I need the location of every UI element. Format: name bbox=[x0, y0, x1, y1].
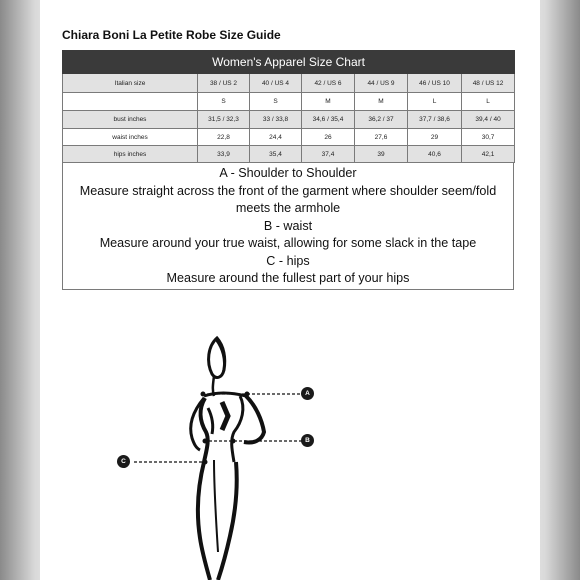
table-cell: 30,7 bbox=[462, 129, 515, 146]
table-cell: 33,9 bbox=[198, 146, 250, 163]
row-label: bust inches bbox=[63, 111, 198, 129]
column-header: Italian size bbox=[63, 74, 198, 93]
table-cell: 42,1 bbox=[462, 146, 515, 163]
letter-size-cell: L bbox=[408, 93, 462, 111]
shoulder-heading: A - Shoulder to Shoulder bbox=[219, 166, 357, 180]
table-row bbox=[63, 74, 515, 93]
letter-size-cell: S bbox=[198, 93, 250, 111]
size-chart-table bbox=[62, 50, 515, 163]
table-row bbox=[63, 146, 515, 163]
table-cell: 31,5 / 32,3 bbox=[198, 111, 250, 129]
hips-guide-point bbox=[203, 460, 208, 465]
waist-heading: B - waist bbox=[263, 218, 313, 233]
hips-text: Measure around the fullest part of your hips bbox=[166, 271, 410, 285]
marker-c: C bbox=[117, 455, 130, 468]
figure-skirt-left bbox=[198, 462, 210, 580]
table-cell: 29 bbox=[408, 129, 462, 146]
waist-text: Measure around your true waist, allowing for some slack in the tape bbox=[99, 236, 477, 250]
row-label: waist inches bbox=[63, 129, 198, 146]
column-header: 48 / US 12 bbox=[462, 74, 515, 93]
column-header: 38 / US 2 bbox=[198, 74, 250, 93]
letter-size-cell: M bbox=[355, 93, 408, 111]
figure-bodice-mark bbox=[222, 402, 228, 430]
marker-b: B bbox=[301, 434, 314, 447]
table-cell: 34,6 / 35,4 bbox=[302, 111, 355, 129]
figure-right-arm bbox=[244, 396, 264, 443]
fashion-figure-illustration bbox=[0, 290, 580, 580]
table-cell: 22,8 bbox=[198, 129, 250, 146]
letter-size-cell: M bbox=[302, 93, 355, 111]
measurement-instructions bbox=[62, 162, 514, 290]
shoulder-guide-point bbox=[245, 392, 250, 397]
table-row bbox=[63, 129, 515, 146]
waist-guide-point bbox=[231, 439, 236, 444]
table-cell: 33 / 33,8 bbox=[250, 111, 302, 129]
table-cell: 24,4 bbox=[250, 129, 302, 146]
table-cell bbox=[63, 93, 198, 111]
table-cell: 37,4 bbox=[302, 146, 355, 163]
marker-a: A bbox=[301, 387, 314, 400]
table-row bbox=[63, 111, 515, 129]
figure-torso-right bbox=[232, 396, 243, 462]
column-header: 40 / US 4 bbox=[250, 74, 302, 93]
table-row bbox=[63, 93, 515, 111]
shoulder-text: Measure straight across the front of the garment where shoulder seem/fold meets the armhole bbox=[79, 183, 497, 215]
column-header: 42 / US 6 bbox=[302, 74, 355, 93]
table-cell: 37,7 / 38,6 bbox=[408, 111, 462, 129]
shoulder-guide-point bbox=[201, 392, 206, 397]
table-cell: 35,4 bbox=[250, 146, 302, 163]
column-header: 46 / US 10 bbox=[408, 74, 462, 93]
figure-skirt-inner bbox=[214, 460, 218, 552]
table-cell: 26 bbox=[302, 129, 355, 146]
table-cell: 39,4 / 40 bbox=[462, 111, 515, 129]
table-cell: 36,2 / 37 bbox=[355, 111, 408, 129]
table-cell: 40,6 bbox=[408, 146, 462, 163]
hips-heading: C - hips bbox=[266, 253, 310, 268]
row-label: hips inches bbox=[63, 146, 198, 163]
letter-size-cell: S bbox=[250, 93, 302, 111]
letter-size-cell: L bbox=[462, 93, 515, 111]
figure-bodice-mark-2 bbox=[208, 408, 213, 434]
column-header: 44 / US 9 bbox=[355, 74, 408, 93]
table-cell: 39 bbox=[355, 146, 408, 163]
waist-guide-point bbox=[203, 439, 208, 444]
document-title: Chiara Boni La Petite Robe Size Guide bbox=[62, 28, 281, 42]
figure-torso-left bbox=[201, 398, 208, 462]
figure-skirt-right bbox=[218, 462, 237, 580]
size-chart-header: Women's Apparel Size Chart bbox=[63, 51, 515, 74]
table-cell: 27,6 bbox=[355, 129, 408, 146]
